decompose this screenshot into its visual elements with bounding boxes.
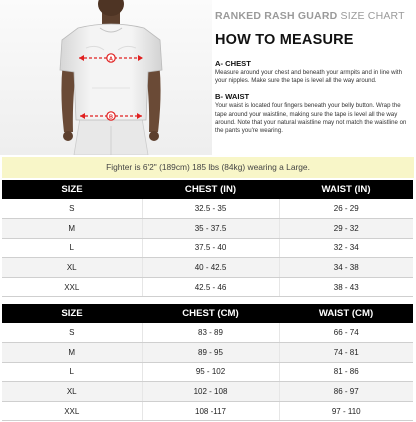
size-cell: M bbox=[2, 219, 142, 239]
size-cell: XL bbox=[2, 382, 142, 402]
chart-title bbox=[215, 10, 411, 23]
table-row bbox=[2, 382, 413, 402]
waist-cell: 74 - 81 bbox=[279, 343, 413, 363]
chest-cell: 95 - 102 bbox=[142, 362, 279, 382]
size-cell: S bbox=[2, 323, 142, 343]
fighter-image bbox=[0, 0, 212, 155]
column-header-chest: CHEST (CM) bbox=[142, 304, 279, 323]
waist-cell: 97 - 110 bbox=[279, 401, 413, 421]
column-header-waist: WAIST (CM) bbox=[279, 304, 413, 323]
size-cell: L bbox=[2, 238, 142, 258]
chest-cell: 108 -117 bbox=[142, 401, 279, 421]
table-header-row bbox=[2, 304, 413, 323]
table-row bbox=[2, 323, 413, 343]
waist-title: B- WAIST bbox=[215, 92, 250, 102]
chest-section bbox=[215, 59, 411, 85]
chest-cell: 32.5 - 35 bbox=[142, 199, 279, 219]
column-header-size: SIZE bbox=[2, 180, 142, 199]
size-cell: XL bbox=[2, 258, 142, 278]
waist-text: Your waist is located four fingers beneath your belly button. Wrap the tape around your waistline, making sure the tape is level all the way around. Note that your natural waistline may not match the waistline on the pants you're wearing. bbox=[215, 102, 407, 135]
table-row bbox=[2, 219, 413, 239]
brand-name: RANKED RASH GUARD bbox=[215, 10, 338, 22]
chest-cell: 37.5 - 40 bbox=[142, 238, 279, 258]
chest-cell: 35 - 37.5 bbox=[142, 219, 279, 239]
waist-cell: 29 - 32 bbox=[279, 219, 413, 239]
table-row bbox=[2, 362, 413, 382]
table-row bbox=[2, 258, 413, 278]
size-table-centimeters bbox=[2, 304, 413, 421]
table-row bbox=[2, 401, 413, 421]
size-cell: L bbox=[2, 362, 142, 382]
waist-cell: 38 - 43 bbox=[279, 277, 413, 297]
size-cell: M bbox=[2, 343, 142, 363]
chest-cell: 89 - 95 bbox=[142, 343, 279, 363]
waist-cell: 26 - 29 bbox=[279, 199, 413, 219]
fighter-note: Fighter is 6'2" (189cm) 185 lbs (84kg) wearing a Large. bbox=[2, 157, 414, 178]
column-header-size: SIZE bbox=[2, 304, 142, 323]
waist-cell: 66 - 74 bbox=[279, 323, 413, 343]
waist-cell: 86 - 97 bbox=[279, 382, 413, 402]
brand-suffix: SIZE CHART bbox=[340, 10, 405, 22]
table-header-row bbox=[2, 180, 413, 199]
size-cell: S bbox=[2, 199, 142, 219]
chest-title: A- CHEST bbox=[215, 59, 251, 68]
chest-text: Measure around your chest and beneath your armpits and in line with your nipples. Make sure the tape is level all the way around. bbox=[215, 69, 402, 85]
chest-marker-label: A bbox=[109, 56, 113, 63]
column-header-chest: CHEST (IN) bbox=[142, 180, 279, 199]
table-row bbox=[2, 277, 413, 297]
how-to-measure-heading: HOW TO MEASURE bbox=[215, 32, 354, 48]
measure-guide bbox=[0, 0, 416, 158]
waist-cell: 34 - 38 bbox=[279, 258, 413, 278]
column-header-waist: WAIST (IN) bbox=[279, 180, 413, 199]
chest-cell: 83 - 89 bbox=[142, 323, 279, 343]
chest-cell: 42.5 - 46 bbox=[142, 277, 279, 297]
table-row bbox=[2, 343, 413, 363]
waist-cell: 81 - 86 bbox=[279, 362, 413, 382]
chest-cell: 102 - 108 bbox=[142, 382, 279, 402]
size-cell: XXL bbox=[2, 401, 142, 421]
measure-instructions bbox=[215, 10, 411, 135]
waist-marker-label: B bbox=[109, 114, 113, 121]
chest-cell: 40 - 42.5 bbox=[142, 258, 279, 278]
table-row bbox=[2, 238, 413, 258]
size-cell: XXL bbox=[2, 277, 142, 297]
table-row bbox=[2, 199, 413, 219]
size-table-inches bbox=[2, 180, 413, 297]
waist-section bbox=[215, 92, 411, 135]
waist-cell: 32 - 34 bbox=[279, 238, 413, 258]
